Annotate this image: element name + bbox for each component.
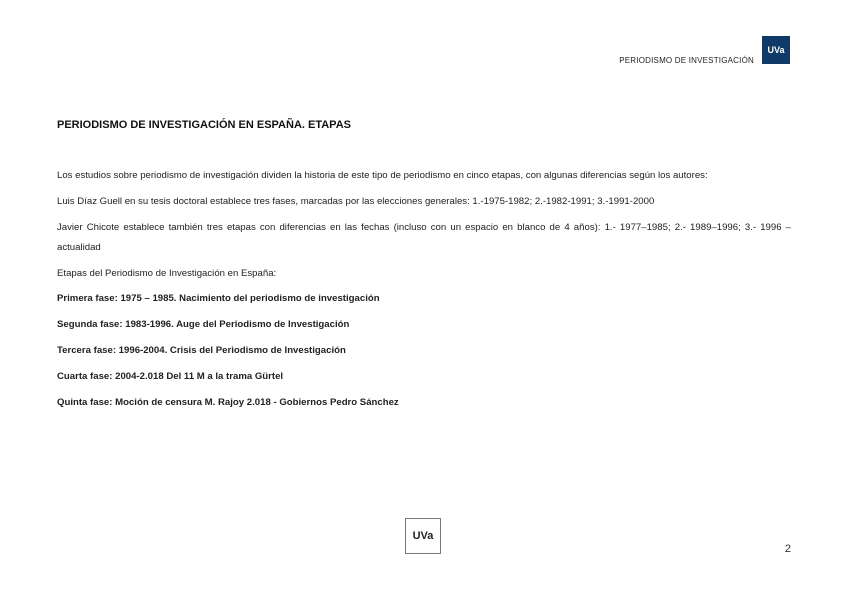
diaz-guell-paragraph: Luis Díaz Guell en su tesis doctoral establece tres fases, marcadas por las elecciones generales: 1.-1975-1982; 2.-1982-1991; 3.-1991-2000 xyxy=(57,196,655,207)
page-number: 2 xyxy=(784,543,791,555)
phase-item: Cuarta fase: 2004-2.018 Del 11 M a la trama Gürtel xyxy=(57,371,284,382)
stages-heading: Etapas del Periodismo de Investigación en España: xyxy=(57,268,277,279)
page-title: PERIODISMO DE INVESTIGACIÓN EN ESPAÑA. ETAPAS xyxy=(57,119,351,131)
footer-uva-logo: UVa xyxy=(405,518,441,554)
chicote-paragraph: Javier Chicote establece también tres etapas con diferencias en las fechas (incluso con un espacio en blanco de 4 años): 1.- 1977–1985; 2.- 1989–1996; 3.- 1996 – actualidad xyxy=(57,222,791,253)
document-body xyxy=(57,166,791,419)
phase-item: Primera fase: 1975 – 1985. Nacimiento del periodismo de investigación xyxy=(57,293,380,304)
intro-paragraph: Los estudios sobre periodismo de investigación dividen la historia de este tipo de periodismo en cinco etapas, con algunas diferencias según los autores: xyxy=(57,170,708,181)
phase-item: Tercera fase: 1996-2004. Crisis del Periodismo de Investigación xyxy=(57,345,346,356)
header-title: PERIODISMO DE INVESTIGACIÓN xyxy=(619,56,754,65)
phase-item: Segunda fase: 1983-1996. Auge del Periodismo de Investigación xyxy=(57,319,350,330)
uva-logo: UVa xyxy=(762,36,790,64)
phase-item: Quinta fase: Moción de censura M. Rajoy 2.018 - Gobiernos Pedro Sánchez xyxy=(57,397,399,408)
